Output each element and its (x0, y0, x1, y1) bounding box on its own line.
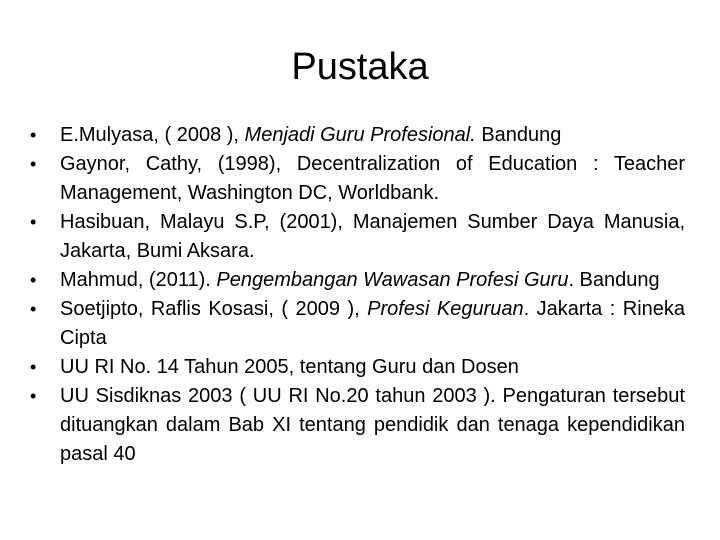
reference-text-part: Hasibuan, Malayu S.P, (2001), Manajemen Sumber Daya Manusia, Jakarta, Bumi Aksara. (60, 211, 685, 262)
reference-text-part: . Jakarta : Rineka Cipta (60, 298, 686, 349)
reference-text-part: Gaynor, Cathy, (1998), Decentralization of Education : Teacher Management, Washington DC, Worldbank. (60, 153, 685, 204)
bullet-icon: • (30, 357, 37, 377)
reference-item (30, 121, 685, 150)
reference-item (30, 353, 685, 382)
slide-title: Pustaka (291, 46, 429, 88)
bullet-icon: • (30, 386, 37, 406)
reference-item (30, 382, 685, 469)
reference-title: Profesi Keguruan (367, 298, 524, 320)
bullet-icon: • (30, 299, 37, 319)
bullet-icon: • (30, 270, 37, 290)
reference-text-part: Mahmud, (2011). (60, 269, 217, 291)
reference-item (30, 295, 685, 353)
reference-title: Pengembangan Wawasan Profesi Guru (216, 269, 569, 291)
bullet-icon: • (30, 212, 37, 232)
reference-text-part: Bandung (475, 124, 562, 146)
bullet-icon: • (30, 154, 37, 174)
reference-list (30, 121, 685, 469)
reference-text-part: UU RI No. 14 Tahun 2005, tentang Guru dan Dosen (60, 356, 519, 378)
bullet-icon: • (30, 125, 37, 145)
reference-text-part: E.Mulyasa, ( 2008 ), (60, 124, 245, 146)
reference-text-part: UU Sisdiknas 2003 ( UU RI No.20 tahun 2003 ). Pengaturan tersebut dituangkan dalam Bab XI tentang pendidik dan tenaga kependidikan pasal 40 (60, 385, 685, 465)
reference-title: Menjadi Guru Profesional. (244, 124, 476, 146)
reference-text-part: Soetjipto, Raflis Kosasi, ( 2009 ), (60, 298, 368, 320)
reference-item (30, 150, 685, 208)
reference-item (30, 208, 685, 266)
reference-item (30, 266, 685, 295)
reference-text-part: . Bandung (568, 269, 660, 291)
